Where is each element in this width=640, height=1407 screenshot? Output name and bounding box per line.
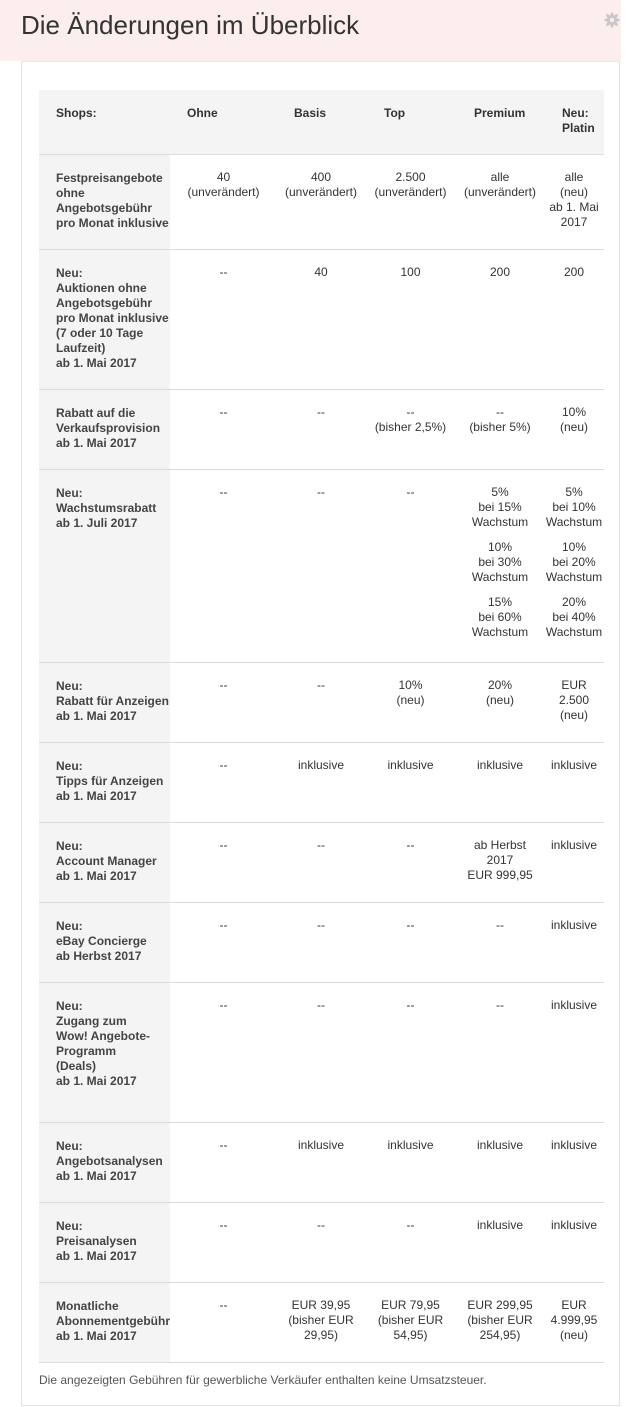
cell-value: ab Herbst 2017 EUR 999,95 xyxy=(467,837,533,882)
cell-premium xyxy=(456,154,544,249)
cell-top xyxy=(365,742,456,822)
cell-value: inklusive xyxy=(476,1217,524,1232)
cell-premium xyxy=(456,902,544,982)
cell-value: -- xyxy=(496,917,504,932)
cell-premium xyxy=(456,1122,544,1202)
cell-ohne xyxy=(170,742,277,822)
cell-value: 400 (unverändert) xyxy=(284,169,358,199)
cell-ohne xyxy=(170,902,277,982)
cell-basis xyxy=(277,982,365,1122)
cell-premium xyxy=(456,822,544,902)
cell-ohne xyxy=(170,469,277,662)
cell-value: -- xyxy=(317,997,325,1012)
row-label: Neu: Tipps für Anzeigen ab 1. Mai 2017 xyxy=(39,742,170,822)
cell-value: -- xyxy=(317,837,325,852)
cell-value: -- xyxy=(219,757,228,772)
cell-top xyxy=(365,1122,456,1202)
table-row xyxy=(39,1122,604,1202)
cell-top xyxy=(365,1282,456,1362)
cell-value: 100 xyxy=(400,264,421,279)
cell-basis xyxy=(277,469,365,662)
table-row xyxy=(39,662,604,742)
cell-top xyxy=(365,902,456,982)
cell-platin xyxy=(544,1282,604,1362)
cell-value: 15% bei 60% Wachstum xyxy=(471,594,529,639)
cell-value: -- xyxy=(219,917,228,932)
cell-value: EUR 2.500 (neu) xyxy=(558,677,590,722)
cell-value: inklusive xyxy=(550,1217,598,1232)
cell-platin xyxy=(544,662,604,742)
cell-value: 200 xyxy=(489,264,511,279)
cell-basis xyxy=(277,154,365,249)
cell-value: 20% (neu) xyxy=(485,677,514,707)
comparison-table xyxy=(39,90,604,1363)
cell-value: 40 xyxy=(314,264,328,279)
cell-top xyxy=(365,822,456,902)
row-label: Neu: Wachstumsrabatt ab 1. Juli 2017 xyxy=(39,469,170,662)
table-row xyxy=(39,389,604,469)
cell-basis xyxy=(277,902,365,982)
cell-value: -- xyxy=(317,1217,325,1232)
cell-value: 2.500 (unverändert) xyxy=(374,169,447,199)
cell-premium xyxy=(456,662,544,742)
comparison-card xyxy=(21,61,620,1406)
table-row xyxy=(39,249,604,389)
cell-platin xyxy=(544,249,604,389)
cell-value: EUR 39,95 (bisher EUR 29,95) xyxy=(288,1297,354,1342)
cell-value: EUR 299,95 (bisher EUR 254,95) xyxy=(467,1297,533,1342)
cell-value: 200 xyxy=(563,264,585,279)
cell-top xyxy=(365,662,456,742)
cell-ohne xyxy=(170,1202,277,1282)
cell-premium xyxy=(456,249,544,389)
cell-ohne xyxy=(170,1282,277,1362)
cell-platin xyxy=(544,902,604,982)
row-label: Neu: Angebotsanalysen ab 1. Mai 2017 xyxy=(39,1122,170,1202)
table-row xyxy=(39,902,604,982)
cell-premium xyxy=(456,469,544,662)
row-label: Neu: eBay Concierge ab Herbst 2017 xyxy=(39,902,170,982)
cell-value: -- xyxy=(317,917,325,932)
cell-ohne xyxy=(170,249,277,389)
cell-value: inklusive xyxy=(297,757,345,772)
cell-premium xyxy=(456,982,544,1122)
cell-ohne xyxy=(170,822,277,902)
row-label: Neu: Zugang zum Wow! Angebote- Programm (Deals) ab 1. Mai 2017 xyxy=(39,982,170,1122)
row-label: Rabatt auf die Verkaufsprovision ab 1. Mai 2017 xyxy=(39,389,170,469)
cell-value: inklusive xyxy=(550,837,598,852)
cell-ohne xyxy=(170,982,277,1122)
table-header-row xyxy=(39,90,604,154)
cell-platin xyxy=(544,742,604,822)
cell-value: 5% bei 10% Wachstum xyxy=(545,484,603,529)
row-label: Neu: Auktionen ohne Angebotsgebühr pro Monat inklusive (7 oder 10 Tage Laufzeit) ab 1. Mai 2017 xyxy=(39,249,170,389)
cell-value: -- xyxy=(219,837,228,852)
header-top: Top xyxy=(365,90,456,154)
cell-value: 10% (neu) xyxy=(396,677,425,707)
cell-top xyxy=(365,249,456,389)
cell-value: -- xyxy=(219,1297,228,1312)
cell-premium xyxy=(456,1202,544,1282)
gear-icon[interactable] xyxy=(604,12,620,28)
cell-ohne xyxy=(170,389,277,469)
cell-basis xyxy=(277,1282,365,1362)
cell-value: -- xyxy=(496,997,504,1012)
cell-value: -- xyxy=(219,264,228,279)
header-ohne: Ohne xyxy=(170,90,277,154)
cell-premium xyxy=(456,389,544,469)
header-basis: Basis xyxy=(277,90,365,154)
cell-value: -- xyxy=(317,484,325,499)
cell-value: inklusive xyxy=(550,1137,598,1152)
cell-value: -- xyxy=(406,997,415,1012)
cell-value: -- xyxy=(317,677,325,692)
cell-value: -- xyxy=(219,1137,228,1152)
cell-value: alle (unverändert) xyxy=(463,169,537,199)
cell-top xyxy=(365,1202,456,1282)
row-label: Neu: Rabatt für Anzeigen ab 1. Mai 2017 xyxy=(39,662,170,742)
cell-premium xyxy=(456,742,544,822)
cell-value: inklusive xyxy=(476,1137,524,1152)
cell-value: -- xyxy=(317,404,325,419)
table-row xyxy=(39,982,604,1122)
cell-basis xyxy=(277,389,365,469)
cell-value: 10% bei 30% Wachstum xyxy=(471,539,529,584)
header-premium: Premium xyxy=(456,90,544,154)
cell-value: 5% bei 15% Wachstum xyxy=(471,484,529,529)
cell-value: inklusive xyxy=(387,757,434,772)
cell-value: 10% bei 20% Wachstum xyxy=(545,539,603,584)
cell-value: inklusive xyxy=(297,1137,345,1152)
cell-basis xyxy=(277,249,365,389)
cell-platin xyxy=(544,1202,604,1282)
cell-value: EUR 4.999,95 (neu) xyxy=(550,1297,598,1342)
cell-top xyxy=(365,154,456,249)
row-label: Monatliche Abonnementgebühr ab 1. Mai 2017 xyxy=(39,1282,170,1362)
cell-value: -- xyxy=(406,484,415,499)
header-shops: Shops: xyxy=(39,90,170,154)
table-row xyxy=(39,1282,604,1362)
table-row xyxy=(39,742,604,822)
footnote: Die angezeigten Gebühren für gewerbliche Verkäufer enthalten keine Umsatzsteuer. xyxy=(39,1373,487,1387)
row-label: Festpreisangebote ohne Angebotsgebühr pro Monat inklusive xyxy=(39,154,170,249)
table-row xyxy=(39,1202,604,1282)
cell-value: inklusive xyxy=(550,997,598,1012)
cell-value: -- xyxy=(219,484,228,499)
cell-value: -- xyxy=(219,1217,228,1232)
cell-value: 10% (neu) xyxy=(559,404,588,434)
cell-value: -- (bisher 2,5%) xyxy=(374,404,447,434)
cell-value: -- xyxy=(219,677,228,692)
row-label: Neu: Preisanalysen ab 1. Mai 2017 xyxy=(39,1202,170,1282)
cell-top xyxy=(365,389,456,469)
cell-value: inklusive xyxy=(476,757,524,772)
table-row xyxy=(39,822,604,902)
cell-value: 20% bei 40% Wachstum xyxy=(545,594,603,639)
cell-ohne xyxy=(170,154,277,249)
page-title: Die Änderungen im Überblick xyxy=(21,10,360,40)
table-row xyxy=(39,154,604,249)
cell-platin xyxy=(544,154,604,249)
cell-basis xyxy=(277,1122,365,1202)
cell-top xyxy=(365,469,456,662)
cell-platin xyxy=(544,389,604,469)
cell-platin xyxy=(544,1122,604,1202)
cell-value: inklusive xyxy=(387,1137,434,1152)
cell-platin xyxy=(544,822,604,902)
cell-premium xyxy=(456,1282,544,1362)
cell-value: inklusive xyxy=(550,917,598,932)
cell-platin xyxy=(544,982,604,1122)
cell-basis xyxy=(277,822,365,902)
cell-top xyxy=(365,982,456,1122)
cell-value: -- xyxy=(219,404,228,419)
cell-ohne xyxy=(170,1122,277,1202)
cell-value: inklusive xyxy=(550,757,598,772)
cell-value: -- (bisher 5%) xyxy=(469,404,531,434)
cell-platin xyxy=(544,469,604,662)
cell-basis xyxy=(277,662,365,742)
row-label: Neu: Account Manager ab 1. Mai 2017 xyxy=(39,822,170,902)
cell-value: alle (neu) ab 1. Mai 2017 xyxy=(549,169,599,229)
cell-ohne xyxy=(170,662,277,742)
cell-value: -- xyxy=(219,997,228,1012)
table-row xyxy=(39,469,604,662)
cell-value: 40 (unverändert) xyxy=(187,169,260,199)
cell-value: -- xyxy=(406,917,415,932)
cell-value: -- xyxy=(406,1217,415,1232)
header-platin: Neu: Platin xyxy=(544,90,604,154)
cell-basis xyxy=(277,1202,365,1282)
cell-value: -- xyxy=(406,837,415,852)
cell-basis xyxy=(277,742,365,822)
cell-value: EUR 79,95 (bisher EUR 54,95) xyxy=(377,1297,444,1342)
